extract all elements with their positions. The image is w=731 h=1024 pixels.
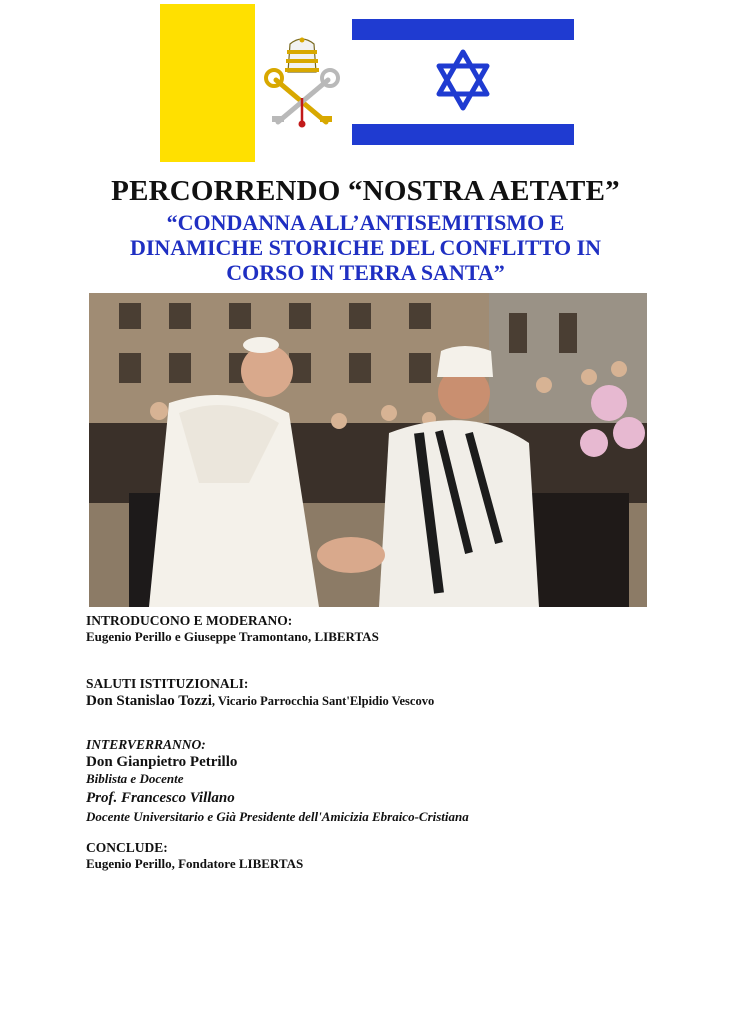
moderators-section: [86, 613, 686, 645]
subtitle: [100, 210, 631, 285]
subtitle-line-2: DINAMICHE STORICHE DEL CONFLITTO IN: [129, 235, 602, 260]
crossed-keys-tiara-emblem-icon: [262, 36, 342, 132]
speaker-2-role: Docente Universitario e Già Presidente dell'Amicizia Ebraico-Cristiana: [86, 809, 469, 824]
conclusion-section: [86, 840, 686, 872]
page-title: PERCORRENDO “NOSTRA AETATE”: [111, 175, 620, 207]
greetings-heading: SALUTI ISTITUZIONALI:: [86, 676, 249, 691]
israel-flag: [352, 16, 574, 150]
event-photo: [89, 293, 647, 607]
vatican-flag-yellow-band: [160, 4, 255, 162]
speaker-2-name: Prof. Francesco Villano: [86, 790, 235, 806]
conclusion-names: Eugenio Perillo, Fondatore LIBERTAS: [86, 856, 304, 871]
greetings-name: Don Stanislao Tozzi: [86, 693, 212, 709]
speaker-1-role: Biblista e Docente: [86, 771, 184, 786]
speakers-heading: INTERVERRANNO:: [86, 737, 206, 752]
conclusion-heading: CONCLUDE:: [86, 840, 168, 855]
subtitle-line-3: CORSO IN TERRA SANTA”: [226, 260, 505, 285]
subtitle-line-1: “CONDANNA ALL’ANTISEMITISMO E: [166, 210, 565, 235]
moderators-names: Eugenio Perillo e Giuseppe Tramontano, LIBERTAS: [86, 629, 379, 644]
speaker-1-name: Don Gianpietro Petrillo: [86, 754, 238, 770]
speakers-section: [86, 737, 686, 825]
greetings-role: , Vicario Parrocchia Sant'Elpidio Vescovo: [211, 694, 435, 708]
greetings-section: [86, 676, 686, 710]
flags-banner: [0, 0, 731, 170]
moderators-heading: INTRODUCONO E MODERANO:: [86, 613, 293, 628]
